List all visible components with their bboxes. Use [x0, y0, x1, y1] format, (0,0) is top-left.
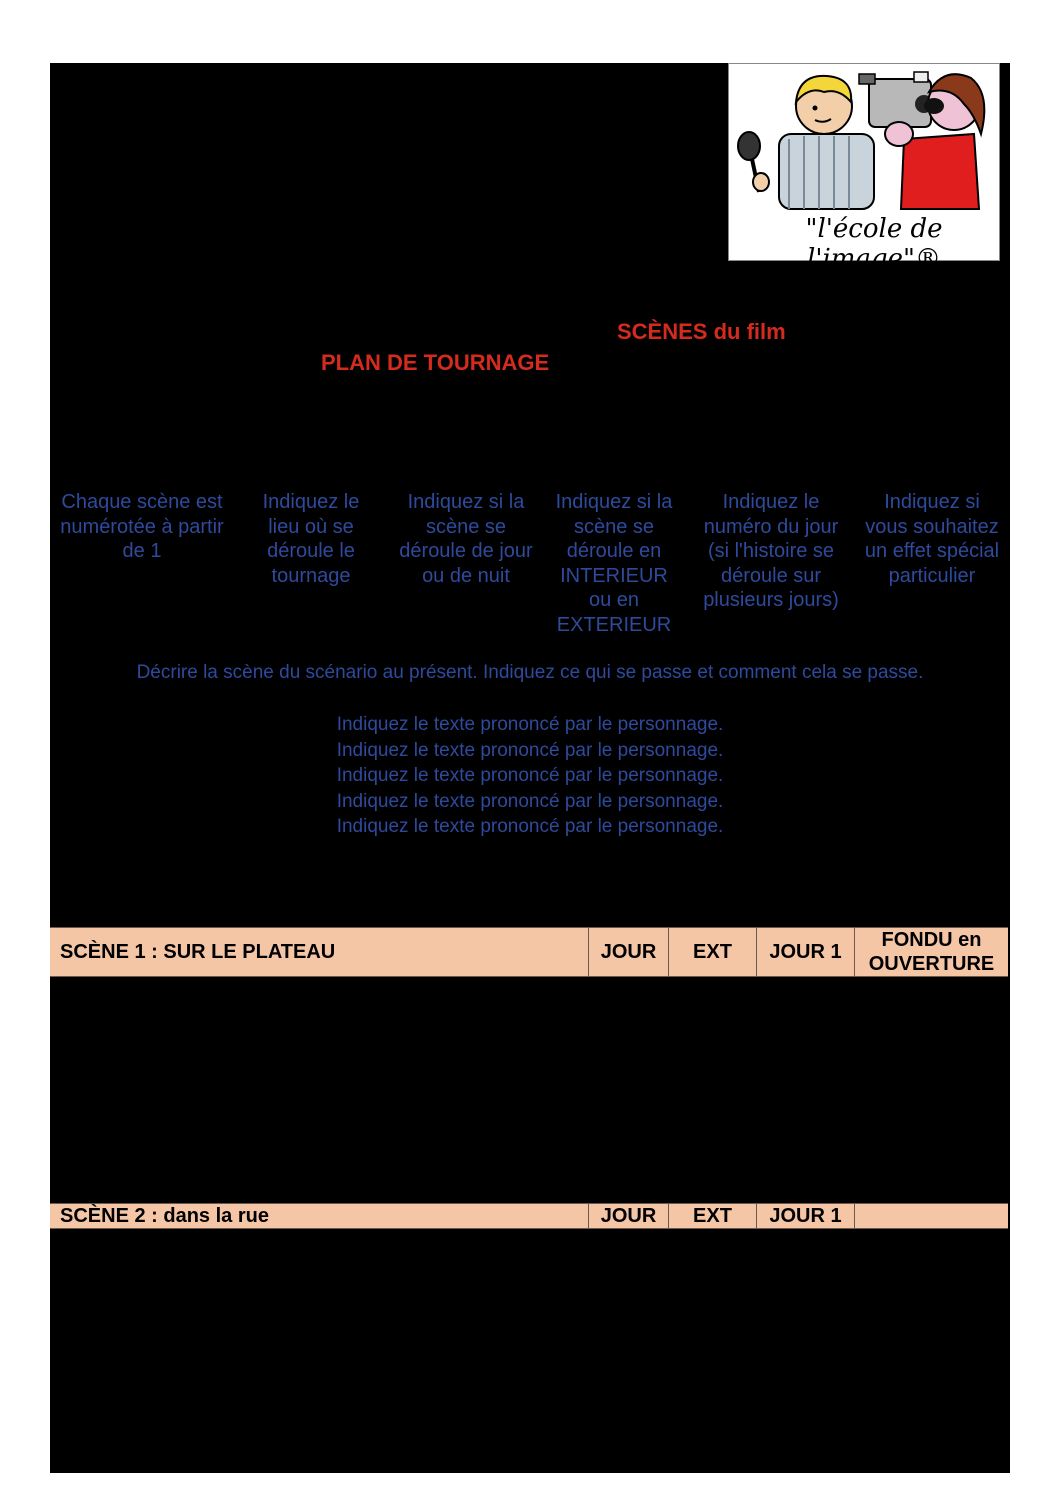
describe-instruction: Décrire la scène du scénario au présent. Indiquez ce qui se passe et comment cela se passe.: [136, 662, 924, 683]
dialogue-block: [50, 712, 1010, 840]
dialogue-line: Indiquez le texte prononcé par le personnage.: [336, 790, 724, 812]
dialogue-line: Indiquez le texte prononcé par le personnage.: [336, 816, 724, 837]
instruction-interior-exterior: Indiquez si la scène se déroule en INTERIEUR ou en EXTERIEUR: [555, 491, 673, 636]
instruction-day-night: Indiquez si la scène se déroule de jour ou de nuit: [399, 491, 533, 587]
scene-place: EXT: [668, 928, 756, 976]
scene-row-1: [50, 927, 1008, 977]
scene-row-2: [50, 1203, 1008, 1229]
scenes-title: SCÈNES du film: [617, 319, 786, 344]
plan-title: PLAN DE TOURNAGE: [321, 350, 550, 375]
dialogue-line: Indiquez le texte prononcé par le personnage.: [336, 739, 724, 761]
scene-title: SCÈNE 1 : SUR LE PLATEAU: [60, 941, 336, 963]
scene-day: JOUR 1: [756, 928, 854, 976]
logo-text: "l'école de l'image"®: [805, 214, 943, 274]
dialogue-line: Indiquez le texte prononcé par le personnage.: [336, 765, 724, 786]
instruction-location: Indiquez le lieu où se déroule le tournage: [262, 491, 360, 587]
scene-day: JOUR 1: [756, 1204, 854, 1228]
instruction-special-effect: Indiquez si vous souhaitez un effet spécial particulier: [864, 491, 1000, 587]
scene-place: EXT: [668, 1204, 756, 1228]
scene-title: SCÈNE 2 : dans la rue: [60, 1205, 269, 1227]
instruction-day-number: Indiquez le numéro du jour (si l'histoire se déroule sur plusieurs jours): [703, 491, 839, 611]
dialogue-line: Indiquez le texte prononcé par le personnage.: [336, 714, 724, 735]
scene-effect: FONDU en OUVERTURE: [854, 928, 1008, 976]
logo: [728, 63, 1000, 274]
scene-time: JOUR: [588, 1204, 668, 1228]
scene-effect: [854, 1204, 1008, 1228]
instruction-scene-number: Chaque scène est numérotée à partir de 1: [60, 491, 224, 562]
scene-time: JOUR: [588, 928, 668, 976]
